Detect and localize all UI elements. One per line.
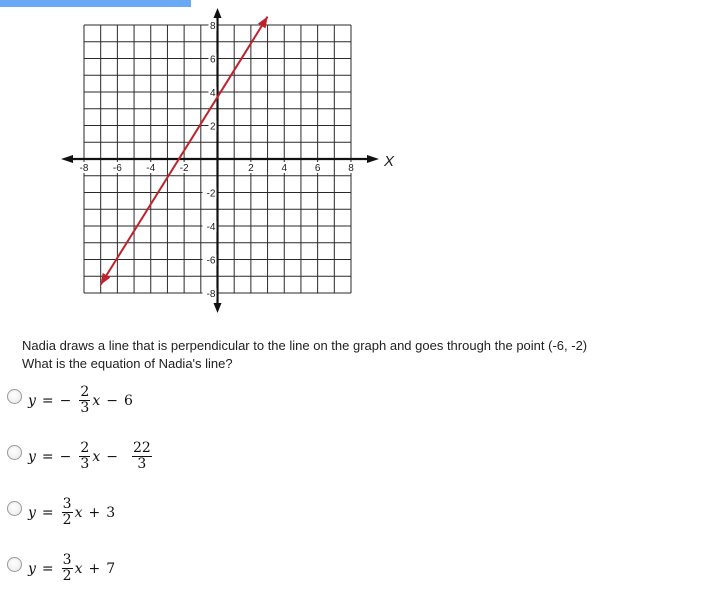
answer-radio-button[interactable] [7, 445, 22, 460]
y-tick-label: 4 [209, 88, 216, 99]
fraction-denominator: 3 [137, 456, 147, 472]
answer-equation [28, 385, 133, 416]
equation-row [28, 385, 133, 416]
x-tick-label: -8 [79, 163, 89, 174]
fraction-denominator: 3 [80, 456, 90, 472]
equation-sign: − [59, 448, 72, 465]
y-tick-label: 2 [209, 121, 216, 133]
x-tick-label: 6 [314, 163, 321, 174]
fraction [62, 553, 73, 584]
x-tick-label: -4 [146, 163, 156, 174]
equation-lhs-variable: y [28, 504, 36, 521]
y-tick-label: 6 [209, 54, 216, 66]
equation-variable: x [74, 504, 83, 521]
equation-operator: − [106, 448, 118, 465]
question-line-1: Nadia draws a line that is perpendicular to the line on the graph and goes through the point (-6, -2) [22, 338, 588, 353]
x-axis-arrow-left [61, 155, 73, 163]
fraction-numerator: 22 [132, 440, 151, 456]
equation-lhs-variable: y [28, 392, 36, 409]
y-tick-label: 8 [209, 21, 216, 32]
answer-equation [28, 497, 115, 528]
equation-lhs-variable: y [28, 448, 36, 465]
equation-equals: = [41, 448, 54, 465]
fraction-numerator: 3 [62, 552, 72, 568]
equation-operator: + [88, 504, 101, 521]
answer-choice[interactable] [0, 553, 723, 605]
plotted-line-arrow-end [258, 17, 268, 29]
x-tick-label: 2 [248, 163, 254, 174]
fraction-numerator: 2 [80, 384, 90, 400]
y-axis-arrow-down [214, 303, 222, 313]
equation-row [28, 553, 115, 584]
answer-equation [28, 553, 115, 584]
fraction-numerator: 3 [62, 496, 72, 512]
answer-choice[interactable] [0, 385, 723, 437]
top-progress-bar [0, 0, 191, 7]
x-tick-label: -2 [179, 163, 189, 174]
equation-variable: x [92, 448, 101, 465]
x-tick-label: 8 [348, 163, 354, 174]
fraction-denominator: 2 [62, 568, 72, 584]
graph-axes [61, 8, 379, 313]
x-tick-label: 4 [281, 163, 288, 174]
equation-row [28, 497, 115, 528]
answer-equation [28, 441, 154, 472]
equation-equals: = [41, 504, 54, 521]
y-axis-arrow-up [214, 8, 222, 18]
fraction-numerator: 2 [80, 440, 90, 456]
y-tick-label: -4 [206, 222, 216, 233]
equation-operator: − [106, 392, 118, 409]
equation-row [28, 441, 154, 472]
answer-radio-button[interactable] [7, 501, 22, 516]
equation-variable: x [92, 392, 101, 409]
y-tick-label: -8 [206, 289, 216, 300]
equation-lhs-variable: y [28, 560, 36, 577]
plotted-line-arrow-start [101, 273, 111, 285]
equation-equals: = [41, 392, 54, 409]
fraction [62, 497, 73, 528]
equation-operator: + [88, 560, 101, 577]
fraction-denominator: 3 [80, 400, 90, 416]
x-axis-label: X [384, 153, 395, 170]
fraction [132, 441, 152, 472]
answer-choice[interactable] [0, 441, 723, 493]
fraction [79, 385, 90, 416]
equation-sign: − [59, 392, 72, 409]
equation-constant: 6 [123, 392, 133, 409]
answer-radio-button[interactable] [7, 389, 22, 404]
equation-constant: 7 [106, 560, 116, 577]
answer-choice[interactable] [0, 497, 723, 549]
equation-equals: = [41, 560, 54, 577]
y-tick-label: -6 [206, 255, 216, 267]
fraction [79, 441, 90, 472]
coordinate-graph [55, 8, 400, 315]
equation-variable: x [74, 560, 83, 577]
answer-radio-button[interactable] [7, 557, 22, 572]
equation-constant: 3 [106, 504, 116, 521]
x-tick-label: -6 [112, 163, 122, 174]
y-tick-label: -2 [206, 188, 216, 200]
fraction-denominator: 2 [62, 512, 72, 528]
question-line-2: What is the equation of Nadia's line? [22, 356, 233, 371]
x-axis-arrow-right [367, 155, 379, 163]
question-text [22, 337, 587, 373]
